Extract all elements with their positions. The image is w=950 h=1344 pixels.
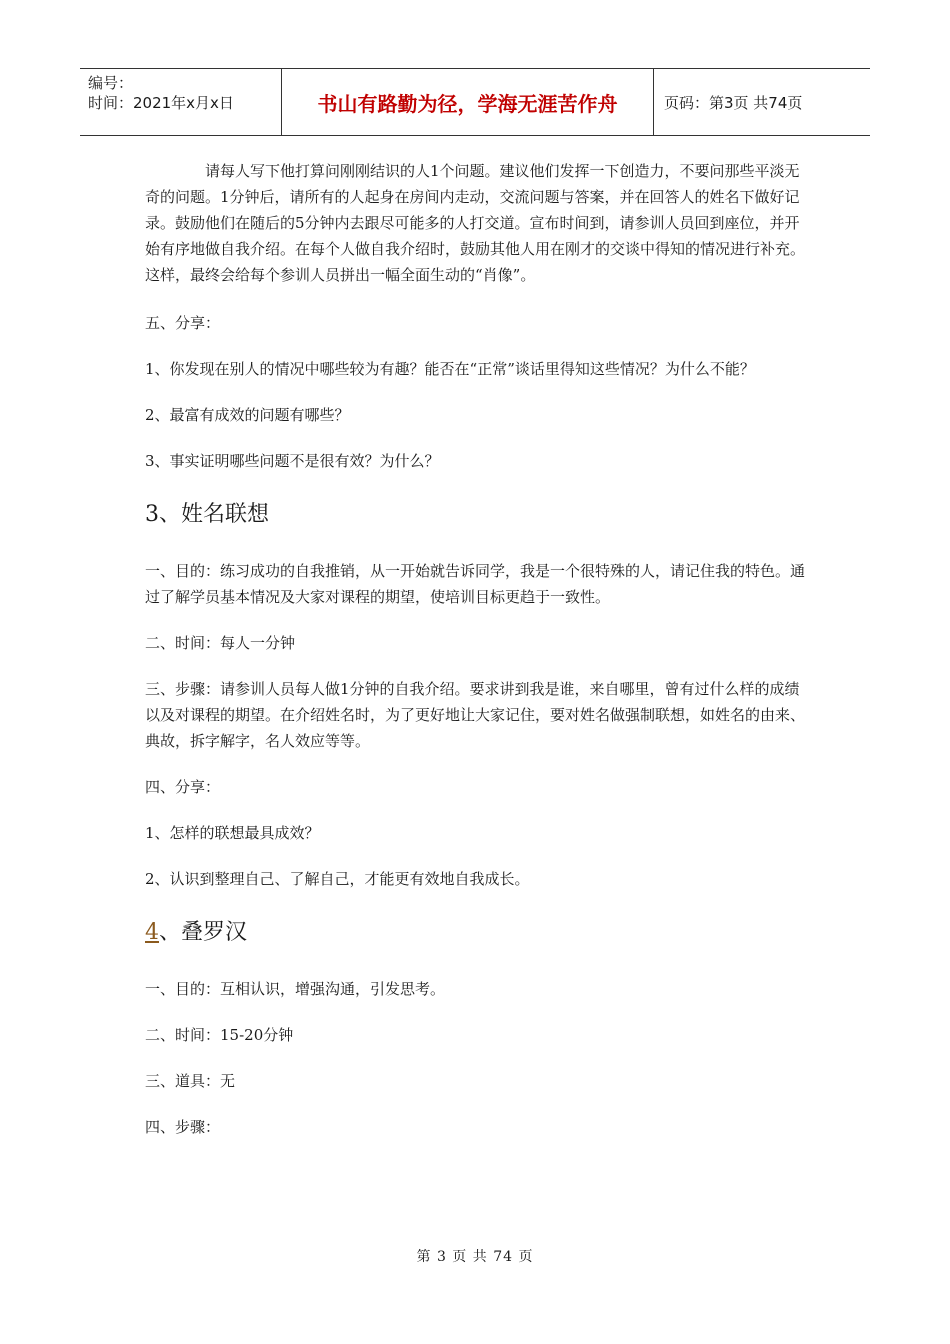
section-3-question-2: 2、认识到整理自己、了解自己，才能更有效地自我成长。: [145, 870, 530, 888]
document-number-label: 编号：: [88, 74, 134, 92]
page-header: [80, 68, 870, 136]
section-3-goal: 一、目的：练习成功的自我推销，从一开始就告诉同学，我是一个很特殊的人，请记住我的特色。通过了解学员基本情况及大家对课程的期望，使培训目标更趋于一致性。: [145, 562, 806, 606]
share-five-title: 五、分享：: [145, 314, 221, 332]
section-4-goal: 一、目的：互相认识，增强沟通，引发思考。: [145, 980, 446, 998]
header-meta: [80, 69, 282, 135]
document-date-label: 时间：2021年x月x日: [88, 94, 234, 112]
page-footer: 第 3 页 共 74 页: [416, 1249, 534, 1265]
section-4-number-link[interactable]: 4: [145, 920, 159, 945]
share-five-question-1: 1、你发现在别人的情况中哪些较为有趣？能否在“正常”谈话里得知这些情况？为什么不能？: [145, 360, 755, 378]
section-3-heading: 3、姓名联想: [145, 502, 269, 527]
section-4-props: 三、道具：无: [145, 1072, 236, 1090]
section-4-steps: 四、步骤：: [145, 1118, 221, 1136]
intro-paragraph: 请每人写下他打算问刚刚结识的人1个问题。建议他们发挥一下创造力，不要问那些平淡无奇的问题。1分钟后，请所有的人起身在房间内走动，交流问题与答案，并在回答人的姓名下做好记录。鼓励他们在随后的5分钟内去跟尽可能多的人打交道。宣布时间到，请参训人员回到座位，并开始有序地做自我介绍。在每个人做自我介绍时，鼓励其他人用在刚才的交谈中得知的情况进行补充。这样，最终会给每个参训人员拼出一幅全面生动的“肖像”。: [145, 162, 806, 284]
header-motto: 书山有路勤为径，学海无涯苦作舟: [282, 69, 654, 135]
section-3-share-title: 四、分享：: [145, 778, 221, 796]
document-body: [145, 158, 810, 1140]
section-4-heading: [145, 918, 810, 948]
section-4-time: 二、时间：15-20分钟: [145, 1026, 294, 1044]
share-five-question-2: 2、最富有成效的问题有哪些？: [145, 406, 350, 424]
share-five-question-3: 3、事实证明哪些问题不是很有效？为什么？: [145, 452, 440, 470]
section-4-title: 、叠罗汉: [159, 920, 248, 945]
section-3-time: 二、时间：每人一分钟: [145, 634, 296, 652]
section-3-steps: 三、步骤：请参训人员每人做1分钟的自我介绍。要求讲到我是谁，来自哪里，曾有过什么样的成绩以及对课程的期望。在介绍姓名时，为了更好地让大家记住，要对姓名做强制联想，如姓名的由来、典故，拆字解字，名人效应等等。: [145, 680, 806, 750]
header-page-label: 页码：第3页 共74页: [664, 93, 803, 112]
section-3-question-1: 1、怎样的联想最具成效？: [145, 824, 320, 842]
